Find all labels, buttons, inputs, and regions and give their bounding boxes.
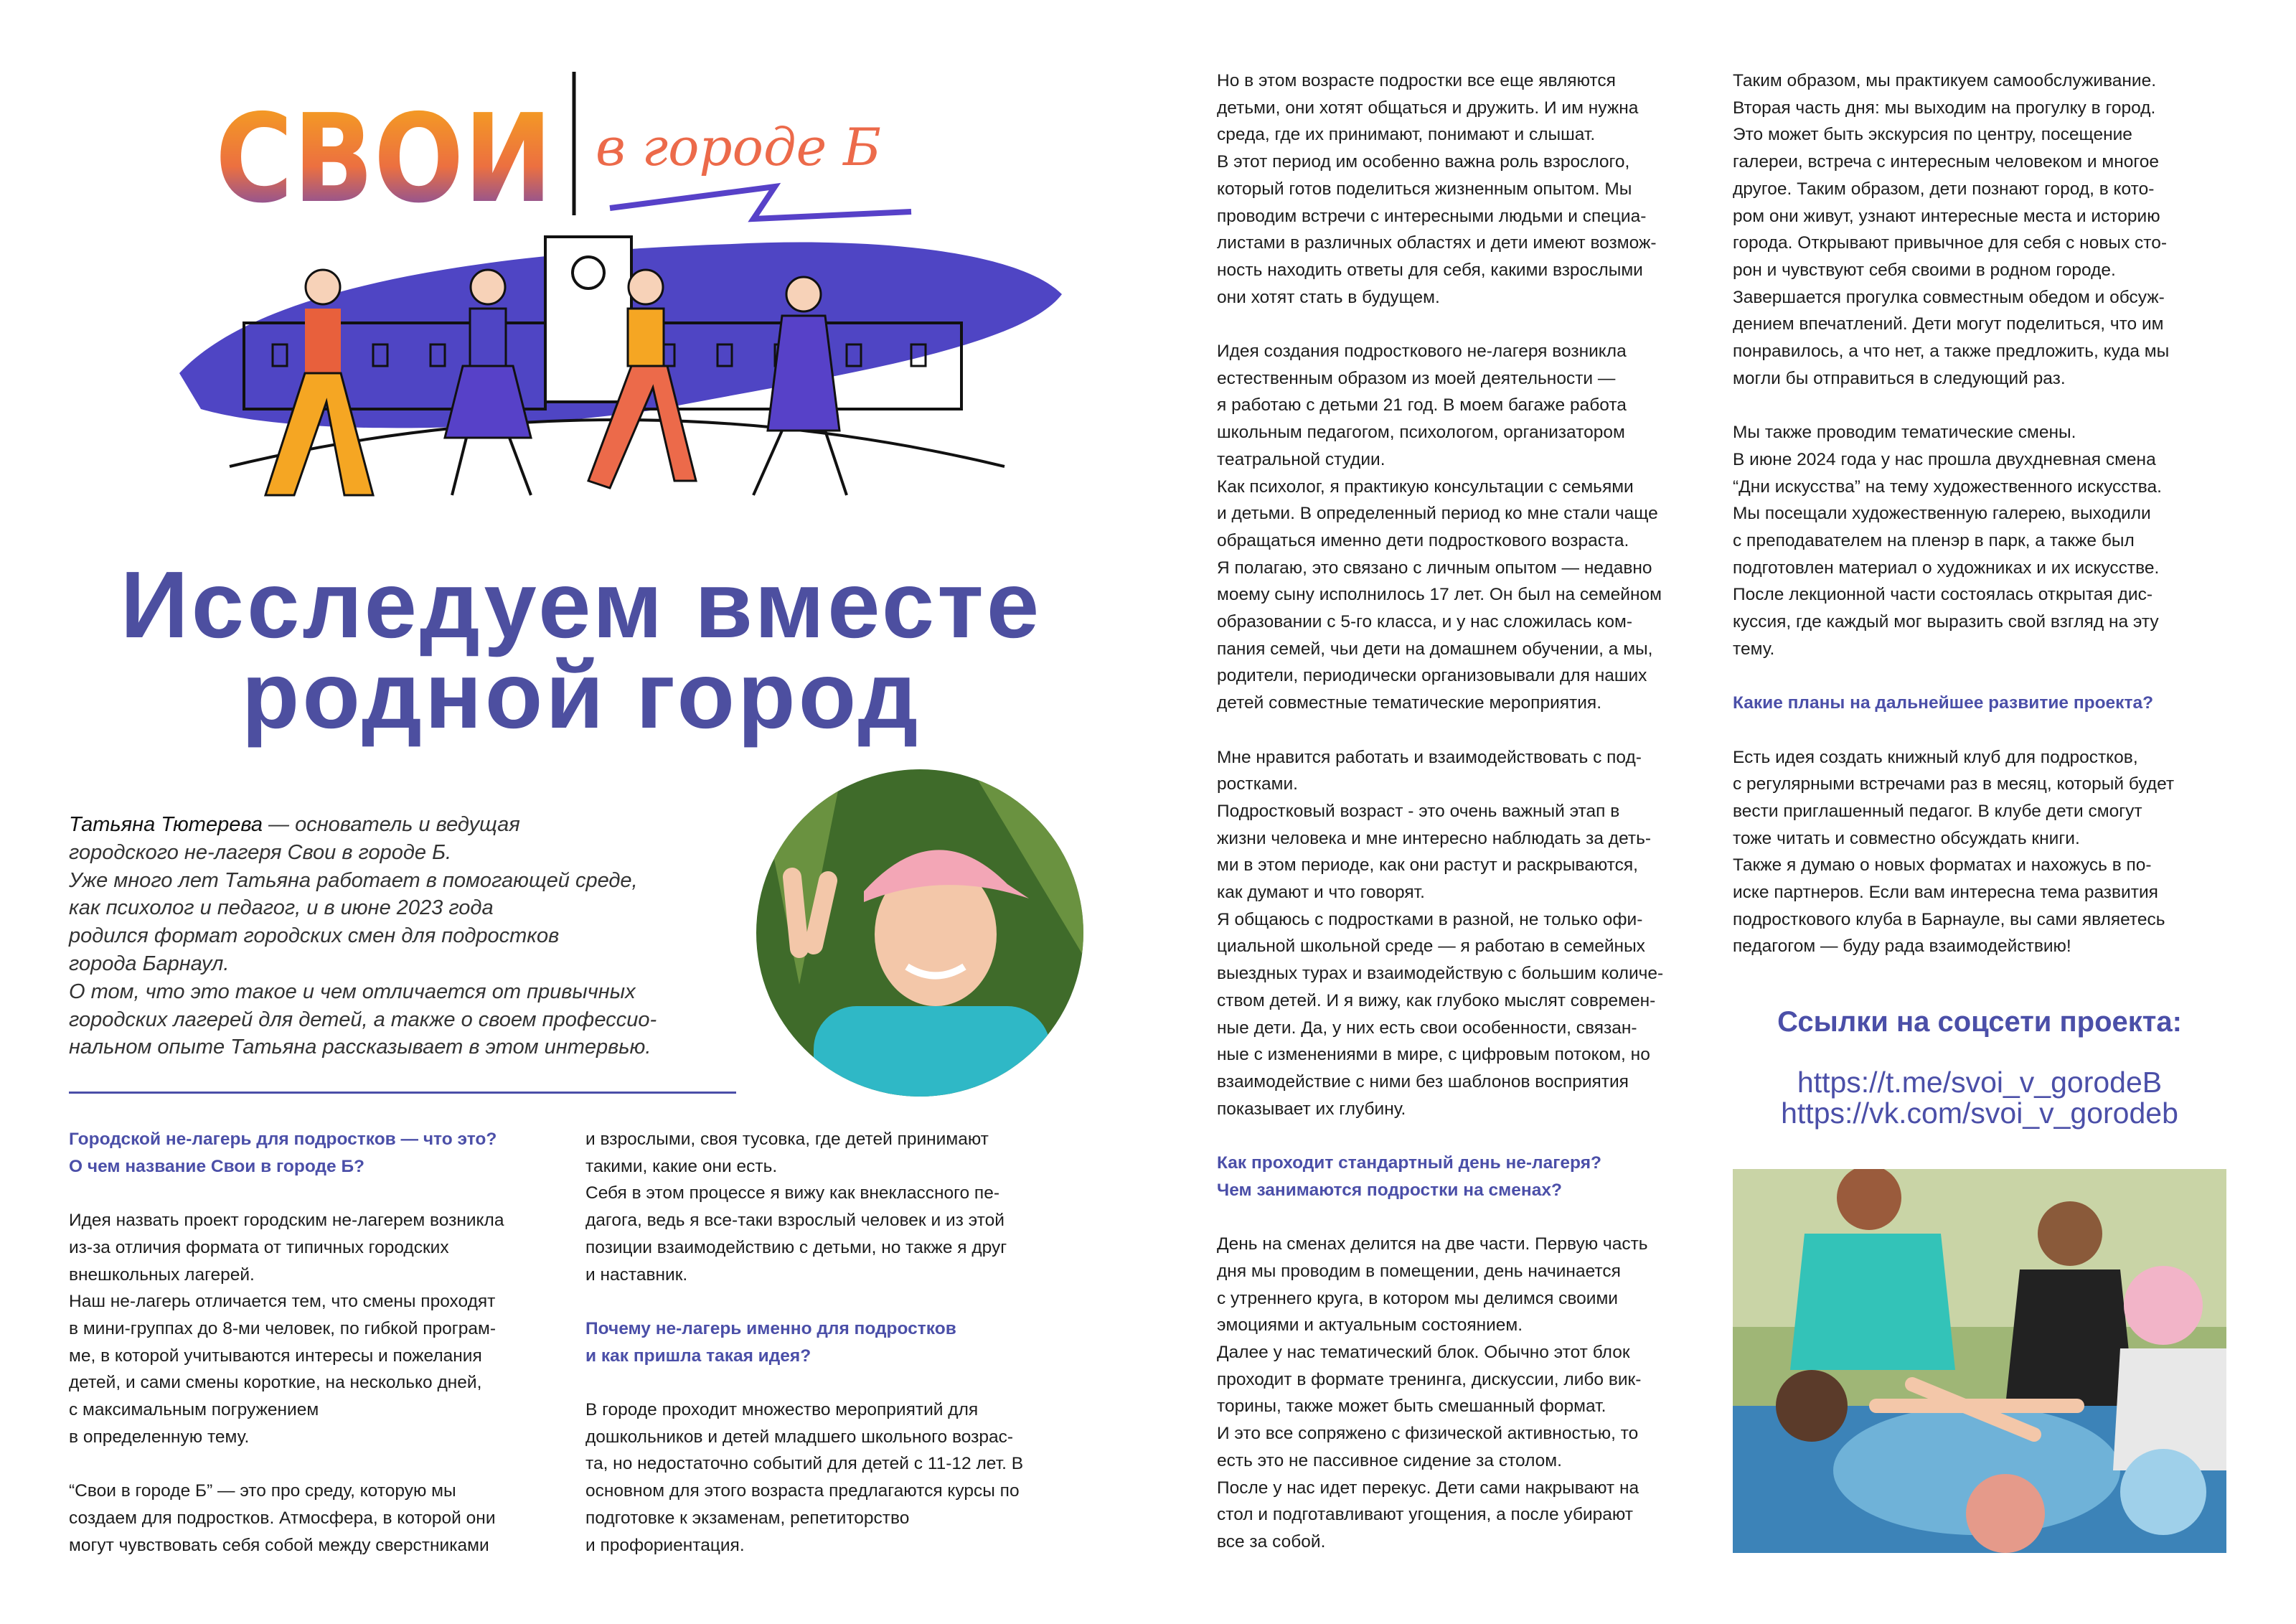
answer-paragraph: Таким образом, мы практикуем самообслуживание. Вторая часть дня: мы выходим на прогулку в город. Это может быть экскурсия по центру, посещение галереи, встреча с интересным человеком и многое другое. Таким образом, дети познают город, в кото- ром они живут, узнают интересные места и историю города. Открывают привычное для себя с новых сто- рон и чувствуют себя своими в родном городе. Завершается прогулка совместным обедом и обсуж- дением впечатлений. Дети могут поделиться, что им понравилось, а что нет, а также предложить, куда мы могли бы отправиться в следующий раз. [1733,71,2170,388]
column-1 [69,1126,571,1586]
intro-text [69,811,657,1061]
title-line-2: родной город [241,642,921,748]
question-heading: Почему не-лагерь именно для подростков и как пришла такая идея? [585,1318,956,1366]
answer-paragraph: Но в этом возрасте подростки все еще являются детьми, они хотят общаться и дружить. И им нужна среда, где их принимают, понимают и слышат. В этот период им особенно важна роль взрослого, который готов поделиться жизненным опытом. Мы проводим встречи с интересными людьми и специа- листами в различных областях и дети имеют возмож- ность находить ответы для себя, какими взрослыми они хотят стать в будущем. [1217,71,1657,307]
answer-paragraph: В городе проходит множество мероприятий для дошкольников и детей младшего школьного возрас- та, но недостаточно событий для детей с 11-12 лет. В основном для этого возраста предлагаются курсы по подготовке к экзаменам, репетиторство и профориентация. [585,1400,1024,1555]
logo-script-text: в городе Б [596,117,882,177]
question-heading: Как проходит стандартный день не-лагеря? Чем занимаются подростки на сменах? [1217,1153,1601,1200]
city-illustration [158,194,1076,567]
column-3 [1217,67,1719,1582]
answer-paragraph: “Свои в городе Б” — это про среду, которую мы создаем для подростков. Атмосфера, в которой они могут чувствовать себя собой между сверстниками [69,1481,496,1555]
question-heading: Городской не-лагерь для подростков — что это? О чем название Свои в городе Б? [69,1130,497,1176]
answer-paragraph: и взрослыми, своя тусовка, где детей принимают такими, какие они есть. Себя в этом процессе я вижу как внеклассного пе- дагога, ведь я все-таки взрослый человек и из этой позиции взаимодействию с детьми, но также я друг и наставник. [585,1130,1007,1285]
group-photo [1733,1169,2226,1553]
logo-main-text: СВОИ [215,88,552,222]
title-line-1: Исследуем вместе [120,552,1043,657]
social-links-heading: Ссылки на соцсети проекта: [1777,1006,2182,1038]
portrait-photo [756,769,1083,1097]
answer-paragraph: Идея назвать проект городским не-лагерем возникла из-за отличия формата от типичных городских внешкольных лагерей. Наш не-лагерь отличается тем, что смены проходят в мини-группах до 8-ми человек, по гибкой програм- ме, в которой учитываются интересы и пожелания детей, и сами смены короткие, на несколько дней, с максимальным погружением в определенную тему. [69,1211,504,1447]
answer-paragraph: Есть идея создать книжный клуб для подростков, с регулярными встречами раз в месяц, который будет вести приглашенный педагог. В клубе дети смогут тоже читать и совместно обсуждать книги. Также я думаю о новых форматах и нахожусь в по- иске партнеров. Если вам интересна тема развития подросткового клуба в Барнауле, вы сами являетесь педагогом — буду рада взаимодействию! [1733,747,2175,957]
article-title [43,552,1119,748]
answer-paragraph: День на сменах делится на две части. Первую часть дня мы проводим в помещении, день начинается с утреннего круга, в котором мы делимся своими эмоциями и актуальным состоянием. Далее у нас тематический блок. Обычно этот блок проходит в формате тренинга, дискуссии, либо вик- торины, также может быть смешанный формат. И это все сопряжено с физической активностью, то есть это не пассивное сидение за столом. После у нас идет перекус. Дети сами накрывают на стол и подготавливают угощения, а после убирают все за собой. [1217,1234,1648,1552]
section-divider [69,1092,736,1094]
author-name: Татьяна Тютерева [69,813,263,836]
column-4 [1733,67,2235,987]
intro-body: — основатель и ведущая городского не-лагеря Свои в городе Б. Уже много лет Татьяна работает в помогающей среде, как психолог и педагог, и в июне 2023 года родился формат городских смен для подростков города Барнаул. О том, что это такое и чем отличается от привычных городских лагерей для детей, а также о своем профессио- нальном опыте Татьяна рассказывает в этом интервью. [69,813,657,1059]
vk-link[interactable]: https://vk.com/svoi_v_gorodeb [1781,1097,2178,1130]
question-heading: Какие планы на дальнейшее развитие проекта? [1733,693,2154,713]
answer-paragraph: Мы также проводим тематические смены. В июне 2024 года у нас прошла двухдневная смена “Дни искусства” на тему художественного искусства. Мы посещали художественную галерею, выходили с преподавателем на пленэр в парк, а также был подготовлен материал о художниках и их искусстве. После лекционной части состоялась открытая дис- куссия, где каждый мог выразить свой взгляд на эту тему. [1733,423,2162,659]
answer-paragraph: Мне нравится работать и взаимодействовать с под- ростками. Подростковый возраст - это очень важный этап в жизни человека и мне интересно наблюдать за деть- ми в этом периоде, как они растут и раскрываются, как думают и что говорят. Я общаюсь с подростками в разной, не только офи- циальной школьной среде — я работаю в семейных выездных турах и взаимодействую с большим количе- ством детей. И я вижу, как глубоко мыслят современ- ные дети. Да, у них есть свои особенности, связан- ные с изменениями в мире, с цифровым потоком, но взаимодействие с ними без шаблонов восприятия показывает их глубину. [1217,747,1664,1119]
telegram-link[interactable]: https://t.me/svoi_v_gorodeB [1797,1066,2163,1099]
column-2 [585,1126,1088,1586]
answer-paragraph: Идея создания подросткового не-лагеря возникла естественным образом из моей деятельности — я работаю с детьми 21 год. В моем багаже работа школьным педагогом, психологом, организатором театральной студии. Как психолог, я практикую консультации с семьями и детьми. В определенный период ко мне стали чаще обращаться именно дети подросткового возраста. Я полагаю, это связано с личным опытом — недавно моему сыну исполнилось 17 лет. Он был на семейном образовании с 5-го класса, и у нас сложилась ком- пания семей, чьи дети на домашнем обучении, а мы, родители, периодически организовывали для наших детей совместные тематические мероприятия. [1217,342,1662,713]
